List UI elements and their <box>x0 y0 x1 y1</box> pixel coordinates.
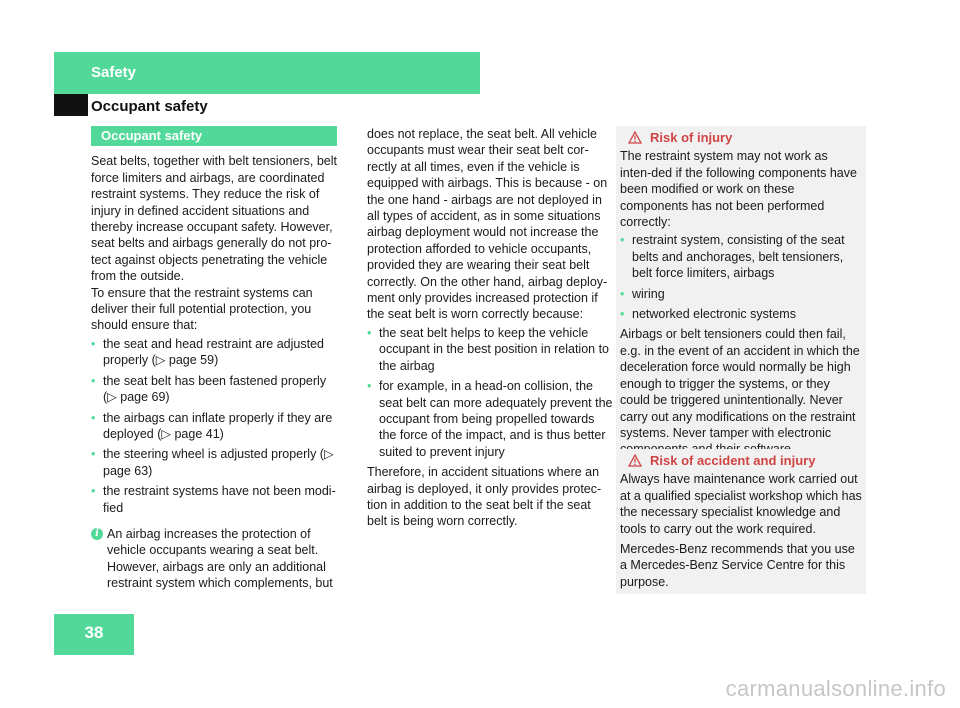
warning-title <box>620 130 862 146</box>
watermark: carmanualsonline.info <box>725 676 946 701</box>
paragraph: Airbags or belt tensioners could then fail, e.g. in the event of an accident in which the deceleration force would normally be high enough to trigger the systems, or they could be triggered unintentionally. Never carry out any modifications on the restraint systems. Never tamper with electronic <box>620 327 860 440</box>
info-text: An airbag increases the protection of vehicle occupants wearing a seat belt. However, airbags are only an additional restraint system which complements, but <box>107 526 333 591</box>
paragraph: does not replace, the seat belt. All vehicle occupants must wear their seat belt cor-rectly at all times, even if the vehicle is equipped with airbags. This is because - on the one hand - airbags are not deployed in all types of accident, as in some situations airbag deployment would not increase the protection afforded to vehicle occupants, provided they are wearing their seat belt correctly. On the other hand, airbag deploy-ment only provides increased protection if the seat belt is worn correctly because: <box>367 127 608 322</box>
list-item: • the seat and head restraint are adjusted properly (▷ page 59) <box>91 336 337 369</box>
list-item: • the seat belt has been fastened properly (▷ page 69) <box>91 373 337 406</box>
column-2 <box>367 126 613 530</box>
list-item: • for example, in a head-on collision, the seat belt can more adequately prevent the occupant from being propelled towards the force of the impact, and is thus better suited to prevent injury <box>367 378 613 460</box>
list-item: • the steering wheel is adjusted properly (▷ page 63) <box>91 446 337 479</box>
column-1 <box>91 126 337 592</box>
paragraph: Therefore, in accident situations where an airbag is deployed, it only provides protec-tion in addition to the seat belt if the seat belt is being worn correctly. <box>367 465 602 529</box>
warning-triangle-icon <box>628 454 642 467</box>
subsection-title: Occupant safety <box>91 126 337 146</box>
paragraph: Seat belts, together with belt tensioners, belt force limiters and airbags, are coordinated restraint systems. They reduce the risk of injury in defined accident situations and thereby increase occupant safety. However, seat belts and airbags generally do not pro-tect against objects penetrating the vehicle from the outside. <box>91 154 337 284</box>
warning-box-injury <box>616 126 866 450</box>
info-icon: i <box>91 528 103 540</box>
paragraph: Always have maintenance work carried out at a qualified specialist workshop which has the necessary specialist knowledge and tools to carry out the work required. <box>620 472 862 536</box>
list-item: • wiring <box>620 286 862 302</box>
list-item: • the restraint systems have not been modi-fied <box>91 483 337 516</box>
bullet-list <box>620 232 862 322</box>
warning-triangle-icon <box>628 131 642 144</box>
bullet-list <box>91 336 337 516</box>
warning-title-text: Risk of injury <box>650 130 733 145</box>
page-number: 38 <box>84 623 104 642</box>
paragraph: The restraint system may not work as inten-ded if the following components have been modified or work on these components has not been performed correctly: <box>620 149 857 230</box>
list-item: • the seat belt helps to keep the vehicle occupant in the best position in relation to the airbag <box>367 325 613 374</box>
list-item: • networked electronic systems <box>620 306 862 322</box>
paragraph: To ensure that the restraint systems can deliver their full potential protection, you should ensure that: <box>91 285 313 333</box>
list-item: • restraint system, consisting of the seat belts and anchorages, belt tensioners, belt force limiters, airbags <box>620 232 862 281</box>
bullet-list <box>367 325 613 460</box>
section-title: Safety <box>91 64 137 81</box>
warning-title-text: Risk of accident and injury <box>650 453 816 468</box>
heading-marker <box>54 94 88 116</box>
info-note <box>91 526 337 592</box>
page-heading: Occupant safety <box>91 98 208 115</box>
warning-title <box>620 453 862 469</box>
warning-box-accident <box>616 449 866 594</box>
list-item: • the airbags can inflate properly if they are deployed (▷ page 41) <box>91 410 337 443</box>
page-number-box <box>54 614 134 655</box>
paragraph: Mercedes-Benz recommends that you use a Mercedes-Benz Service Centre for this purpose. <box>620 542 855 589</box>
